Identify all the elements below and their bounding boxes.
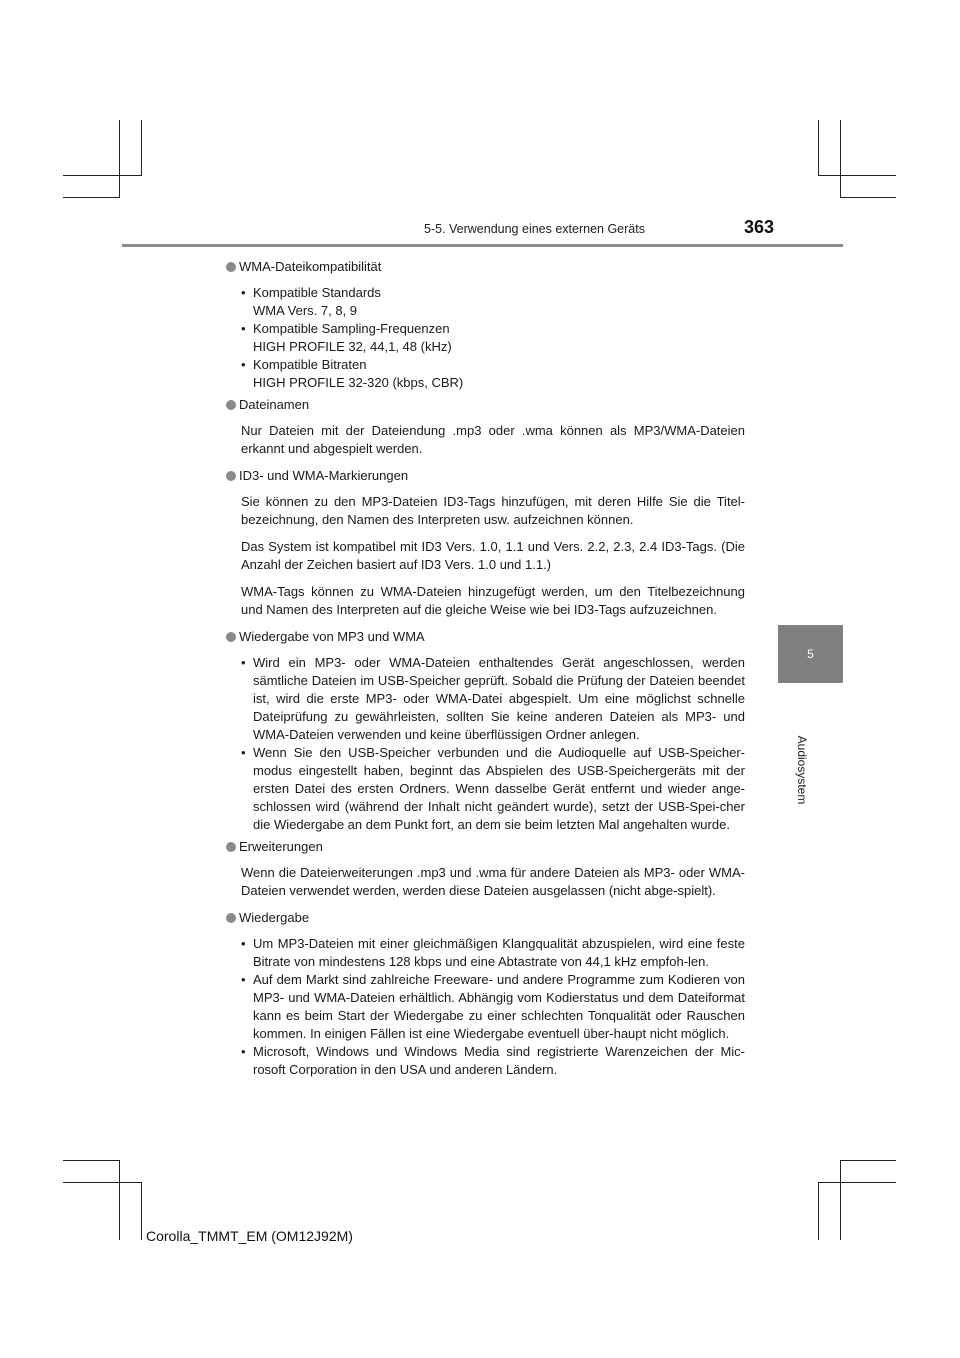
chapter-tab	[778, 625, 843, 683]
footer-model-code: Corolla_TMMT_EM (OM12J92M)	[146, 1228, 353, 1244]
list-item: • Microsoft, Windows und Windows Media sind registrierte Warenzeichen der Mic-rosoft Corporation in den USA und anderen Ländern.	[241, 1044, 745, 1077]
list-item: • Kompatible Bitraten HIGH PROFILE 32-320 (kbps, CBR)	[241, 357, 464, 390]
paragraph: WMA-Tags können zu WMA-Dateien hinzugefügt werden, um den Titelbezeichnung und Namen des Interpreten auf die gleiche Weise wie bei ID3-Tags aufzuzeichnen.	[241, 584, 745, 617]
bullet-list	[226, 284, 745, 392]
crop-mark	[818, 1182, 819, 1240]
section-id3-tags	[226, 467, 745, 619]
crop-mark	[119, 120, 120, 198]
crop-mark	[63, 197, 119, 198]
bullet-list	[226, 935, 745, 1079]
crop-mark	[141, 1182, 142, 1240]
page-content	[226, 258, 745, 1083]
header-rule	[122, 244, 843, 247]
crop-mark	[818, 120, 819, 176]
crop-mark	[63, 1160, 119, 1161]
crop-mark	[840, 1160, 841, 1240]
list-item: • Wird ein MP3- oder WMA-Dateien enthaltendes Gerät angeschlossen, werden sämtliche Dateien im USB-Speicher geprüft. Sobald die Prüfung der Dateien beendet ist, wird die erste MP3- oder WMA-Datei abgespielt. Um eine möglichst schnelle Dateiprüfung zu gewährleisten, sollten Sie keine anderen Dateien als MP3- und WMA-Dateien verwenden und keine überflüssigen Ordner anlegen.	[241, 655, 745, 742]
paragraph: Das System ist kompatibel mit ID3 Vers. 1.0, 1.1 und Vers. 2.2, 2.3, 2.4 ID3-Tags. (Die Anzahl der Zeichen basiert auf ID3 Vers. 1.0 und 1.1.)	[241, 539, 745, 572]
bullet-dot-icon	[226, 471, 236, 481]
list-item: • Wenn Sie den USB-Speicher verbunden und die Audioquelle auf USB-Speicher-modus eingestellt haben, beginnt das Abspielen des USB-Speichergeräts mit der ersten Datei des ersten Ordners. Wenn dasselbe Gerät entfernt und wieder ange-schlossen wird (während der Inhalt nicht geändert wurde), setzt der USB-Spei-cher die Wiedergabe an dem Punkt fort, an dem sie beim letzten Mal angehalten wurde.	[241, 745, 745, 832]
list-item: • Kompatible Standards WMA Vers. 7, 8, 9	[241, 285, 381, 318]
bullet-dot-icon	[226, 262, 236, 272]
section-mp3-wma-playback	[226, 628, 745, 834]
crop-mark	[840, 1160, 896, 1161]
page-number: 363	[744, 217, 775, 237]
bullet-dot-icon	[226, 400, 236, 410]
section-heading: Dateinamen	[226, 396, 745, 414]
crop-mark	[840, 197, 896, 198]
crop-mark	[63, 175, 141, 176]
section-wma-compatibility	[226, 258, 745, 392]
section-heading: Wiedergabe von MP3 und WMA	[226, 628, 745, 646]
crop-mark	[141, 120, 142, 176]
list-item: • Auf dem Markt sind zahlreiche Freeware- und andere Programme zum Kodieren von MP3- und WMA-Dateien erhältlich. Abhängig vom Kodierstatus und dem Dateiformat kann es beim Start der Wiedergabe zu einer schlechten Tonqualität oder Rauschen kommen. In einigen Fällen ist eine Wiedergabe eventuell über-haupt nicht möglich.	[241, 972, 745, 1041]
list-item: • Um MP3-Dateien mit einer gleichmäßigen Klangqualität abzuspielen, wird eine feste Bitrate von mindestens 128 kbps und eine Abtastrate von 44,1 kHz empfoh-len.	[241, 936, 745, 969]
crop-mark	[818, 175, 896, 176]
bullet-list	[226, 654, 745, 834]
crop-mark	[63, 1182, 141, 1183]
chapter-number: 5	[807, 647, 814, 661]
section-extensions	[226, 838, 745, 900]
paragraph: Nur Dateien mit der Dateiendung .mp3 oder .wma können als MP3/WMA-Dateien erkannt und abgespielt werden.	[241, 423, 745, 456]
section-playback	[226, 909, 745, 1079]
section-heading: Wiedergabe	[226, 909, 745, 927]
running-header-section: 5-5. Verwendung eines externen Geräts	[424, 222, 645, 236]
section-heading: ID3- und WMA-Markierungen	[226, 467, 745, 485]
section-filenames	[226, 396, 745, 458]
bullet-dot-icon	[226, 632, 236, 642]
bullet-dot-icon	[226, 913, 236, 923]
bullet-dot-icon	[226, 842, 236, 852]
section-heading: WMA-Dateikompatibilität	[226, 258, 745, 276]
list-item: • Kompatible Sampling-Frequenzen HIGH PROFILE 32, 44,1, 48 (kHz)	[241, 321, 452, 354]
chapter-label: Audiosystem	[795, 735, 809, 805]
paragraph: Sie können zu den MP3-Dateien ID3-Tags hinzufügen, mit deren Hilfe Sie die Titel-bezeichnung, den Namen des Interpreten usw. aufzeichnen können.	[241, 494, 745, 527]
crop-mark	[840, 120, 841, 198]
paragraph: Wenn die Dateierweiterungen .mp3 und .wma für andere Dateien als MP3- oder WMA-Dateien verwendet werden, werden diese Dateien ausgelassen (nicht abge-spielt).	[241, 865, 745, 898]
section-heading: Erweiterungen	[226, 838, 745, 856]
crop-mark	[119, 1160, 120, 1240]
crop-mark	[818, 1182, 896, 1183]
